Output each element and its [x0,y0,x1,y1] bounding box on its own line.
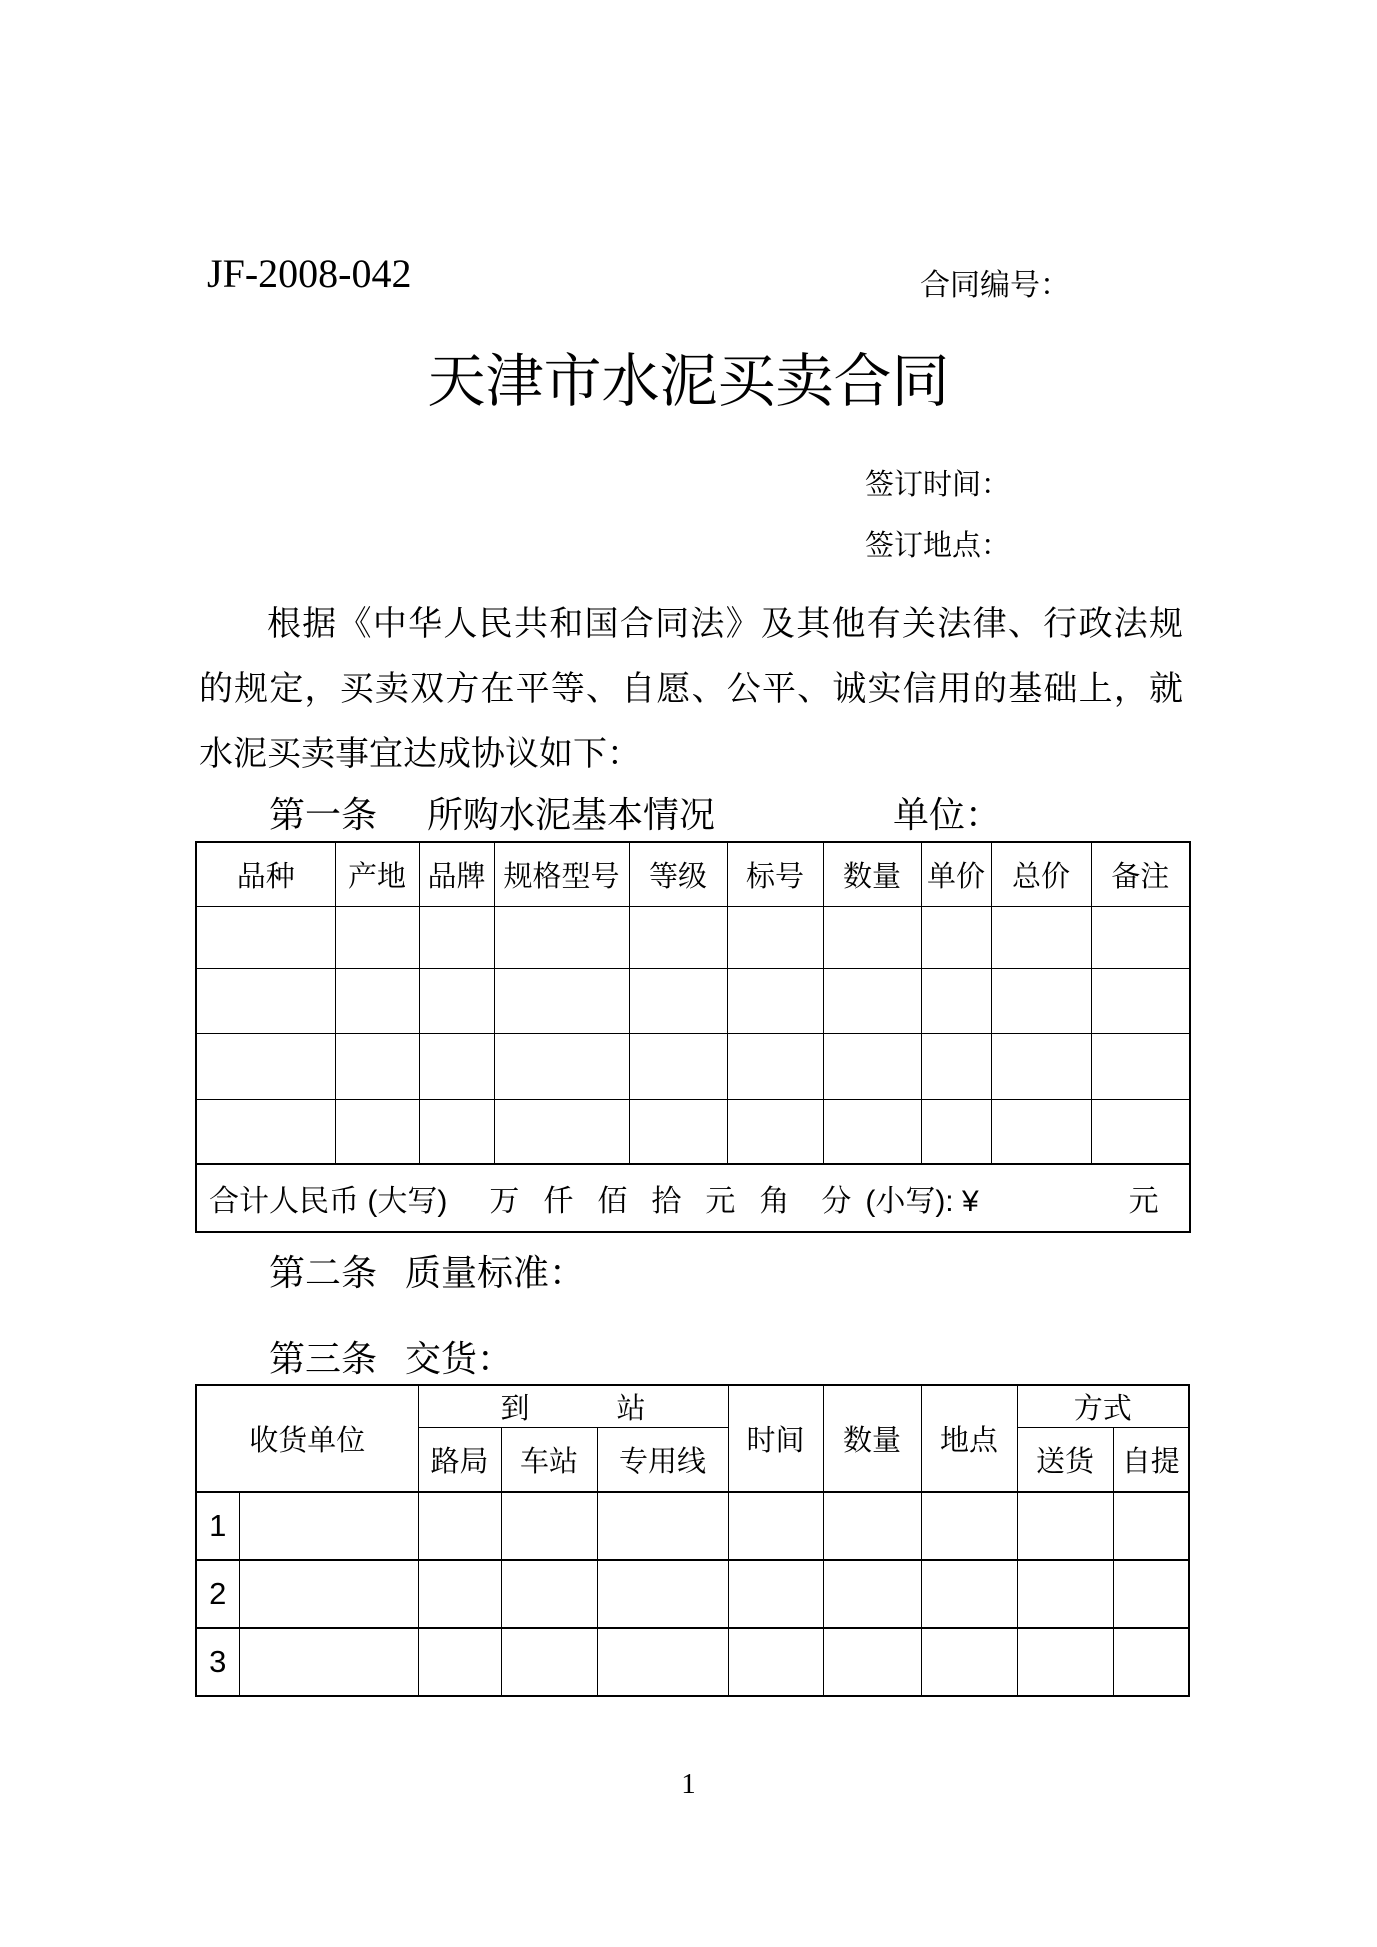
empty-cell [335,968,419,1033]
empty-cell [823,1099,921,1164]
doc-code: JF-2008-042 [207,251,412,296]
unit-bai: 佰 [597,1185,628,1218]
empty-cell [921,968,991,1033]
row-number: 1 [196,1492,239,1560]
total-cell [196,1164,1190,1232]
empty-cell [239,1492,418,1560]
empty-cell [823,968,921,1033]
unit-fen: 分 [821,1185,852,1218]
empty-cell [921,906,991,968]
empty-cell [921,1492,1017,1560]
empty-cell [728,1628,823,1696]
col-header-time: 时间 [728,1385,823,1492]
empty-cell [727,1099,823,1164]
contract-number-label: 合同编号： [920,269,1070,302]
col-header-remark: 备注 [1091,842,1190,906]
total-tail: 元 [1128,1185,1159,1218]
empty-cell [418,1628,501,1696]
row-number: 3 [196,1628,239,1696]
empty-cell [1091,968,1190,1033]
empty-cell [629,1099,727,1164]
col-header-total-price: 总价 [991,842,1091,906]
empty-cell [728,1492,823,1560]
empty-cell [597,1628,728,1696]
col-header-place: 地点 [921,1385,1017,1492]
unit-wan: 万 [489,1185,520,1218]
empty-cell [1113,1492,1189,1560]
intro-paragraph: 根据《中华人民共和国合同法》及其他有关法律、行政法规的规定，买卖双方在平等、自愿、公平、诚实信用的基础上，就水泥买卖事宜达成协议如下： [199,605,1183,773]
empty-cell [823,1560,921,1628]
article2-heading [199,1250,1183,1296]
col-header-rail-bureau: 路局 [418,1428,501,1492]
col-header-deliver: 送货 [1017,1428,1113,1492]
col-header-origin: 产地 [335,842,419,906]
article2-label: 第二条 [269,1252,378,1293]
empty-cell [494,906,629,968]
empty-cell [196,906,335,968]
empty-cell [196,968,335,1033]
empty-cell [1113,1560,1189,1628]
table-row [196,1033,1190,1099]
empty-cell [727,906,823,968]
unit-yuan: 元 [705,1185,736,1218]
page-title: 天津市水泥买卖合同 [427,349,950,414]
empty-cell [501,1560,597,1628]
empty-cell [597,1560,728,1628]
delivery-row-3 [196,1628,1189,1696]
empty-cell [335,1033,419,1099]
empty-cell [1113,1628,1189,1696]
col-header-spec: 规格型号 [494,842,629,906]
cement-table-header-row [196,842,1190,906]
cement-info-table [195,841,1191,1233]
empty-cell [501,1492,597,1560]
article3-heading [199,1336,1183,1382]
col-group-method: 方式 [1017,1385,1189,1428]
col-header-variety: 品种 [196,842,335,906]
empty-cell [921,1099,991,1164]
total-prefix: 合计人民币 (大写) [209,1185,448,1218]
empty-cell [991,1099,1091,1164]
empty-cell [1091,906,1190,968]
article1-label: 第一条 [269,794,378,835]
total-row [196,1164,1190,1232]
empty-cell [335,906,419,968]
empty-cell [419,906,494,968]
table-row [196,906,1190,968]
empty-cell [629,1033,727,1099]
empty-cell [494,968,629,1033]
empty-cell [419,1033,494,1099]
sign-time-label: 签订时间： [865,469,1011,501]
empty-cell [1091,1033,1190,1099]
empty-cell [418,1492,501,1560]
article3-label: 第三条 [269,1338,378,1379]
empty-cell [727,968,823,1033]
delivery-row-1 [196,1492,1189,1560]
col-header-station: 车站 [501,1428,597,1492]
empty-cell [991,968,1091,1033]
empty-cell [629,968,727,1033]
page-number: 1 [681,1768,696,1800]
col-header-dedicated-line: 专用线 [597,1428,728,1492]
empty-cell [823,1628,921,1696]
article1-heading [199,792,1183,838]
empty-cell [419,968,494,1033]
empty-cell [921,1628,1017,1696]
col-header-unit-price: 单价 [921,842,991,906]
empty-cell [991,906,1091,968]
sign-place-label: 签订地点： [865,530,1011,562]
empty-cell [1091,1099,1190,1164]
empty-cell [335,1099,419,1164]
empty-cell [728,1560,823,1628]
empty-cell [419,1099,494,1164]
col-header-quantity: 数量 [823,842,921,906]
col-header-quantity: 数量 [823,1385,921,1492]
empty-cell [1017,1492,1113,1560]
empty-cell [494,1033,629,1099]
total-small-label: (小写): ¥ [865,1185,979,1218]
unit-label: 单位： [892,794,1001,835]
empty-cell [727,1033,823,1099]
empty-cell [629,906,727,968]
empty-cell [501,1628,597,1696]
empty-cell [239,1560,418,1628]
empty-cell [418,1560,501,1628]
col-header-self-pickup: 自提 [1113,1428,1189,1492]
col-header-mark: 标号 [727,842,823,906]
article1-title: 所购水泥基本情况 [427,794,716,835]
delivery-header-group-row [196,1385,1189,1428]
table-row [196,968,1190,1033]
unit-shi: 拾 [651,1185,682,1218]
empty-cell [1017,1628,1113,1696]
col-header-brand: 品牌 [419,842,494,906]
col-header-grade: 等级 [629,842,727,906]
empty-cell [196,1033,335,1099]
empty-cell [823,1492,921,1560]
empty-cell [597,1492,728,1560]
unit-jiao: 角 [759,1185,790,1218]
col-header-receiver: 收货单位 [196,1385,418,1492]
row-number: 2 [196,1560,239,1628]
unit-qian: 仟 [543,1185,574,1218]
col-group-station: 到 站 [418,1385,728,1428]
empty-cell [991,1033,1091,1099]
empty-cell [239,1628,418,1696]
empty-cell [823,906,921,968]
empty-cell [921,1033,991,1099]
delivery-row-2 [196,1560,1189,1628]
empty-cell [921,1560,1017,1628]
empty-cell [823,1033,921,1099]
article2-title: 质量标准： [405,1252,586,1293]
article3-title: 交货： [405,1338,514,1379]
empty-cell [1017,1560,1113,1628]
empty-cell [196,1099,335,1164]
empty-cell [494,1099,629,1164]
delivery-table [195,1384,1190,1697]
table-row [196,1099,1190,1164]
